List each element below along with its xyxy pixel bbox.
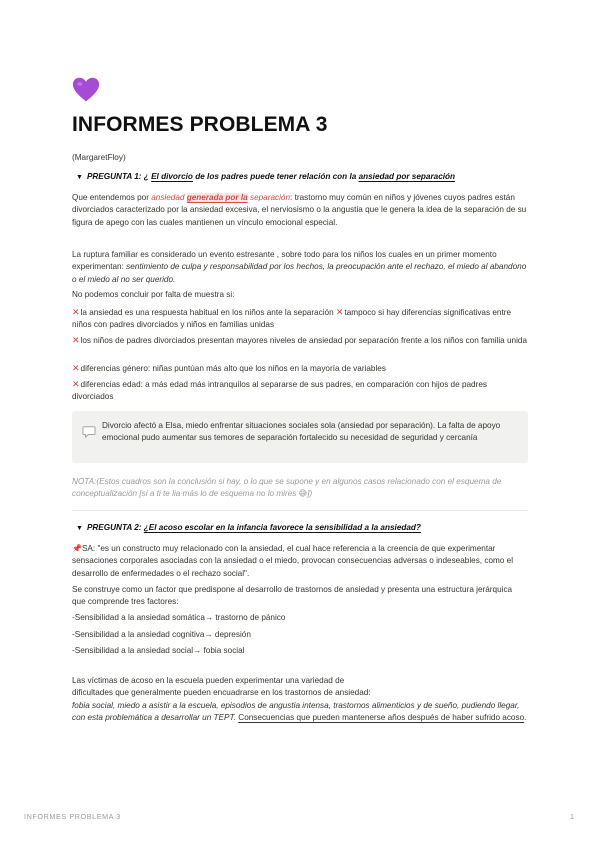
list-item: ✕la ansiedad es una respuesta habitual en los niños ante la separación ✕tampoco si hay diferencias significativas entre niños con padres divorciados y niños en familias unidas [72, 307, 512, 330]
cross-mark-icon: ✕ [72, 307, 80, 317]
paragraph-definition: Que entendemos por ansiedad generada por la separación: trastorno muy común en niños y jóvenes cuyos padres están divorciados caracterizado por la ansiedad excesiva, el nerviosismo o la angustia que le genera la idea de la separación de su figura de apego con las cuales mantienen un vínculo emocional especial. [72, 193, 527, 227]
paragraph-concluir: No podemos concluir por falta de muestra si: [72, 290, 235, 299]
paragraph-factor: Se construye como un factor que predispone al desarrollo de trastornos de ansiedad y presenta una estructura jerárquica que comprende tres factores: [72, 585, 513, 607]
callout-box [72, 411, 528, 463]
page-title: INFORMES PROBLEMA 3 [72, 113, 328, 136]
grinning-face-icon: 😅 [298, 489, 308, 499]
cross-mark-icon: ✕ [335, 307, 344, 317]
highlighted-link[interactable]: generada por la [186, 193, 248, 202]
toggle-triangle-icon[interactable]: ▼ [76, 174, 83, 181]
cross-mark-icon: ✕ [72, 335, 80, 345]
list-item: ✕diferencias edad: a más edad más intranquilos al separarse de sus padres, en comparación con hijos de padres divorciados [72, 379, 487, 402]
list-item: -Sensibilidad a la ansiedad cognitiva→ depresión [72, 630, 251, 639]
toggle-pregunta-1[interactable]: ▼ PREGUNTA 1: ¿ El divorcio de los padres puede tener relación con la ansiedad por separación [76, 172, 456, 181]
callout-text: Divorcio afectó a Elsa, miedo enfrentar situaciones sociales sola (ansiedad por separación). La falta de apoyo emocional pudo aumentar sus temores de separación fortalecido su necesidad de seguridad y cercanía [102, 421, 501, 443]
paragraph-ruptura: La ruptura familiar es considerado un evento estresante , sobre todo para los niños los cuales en un primer momento experimentan: sentimiento de culpa y responsabilidad por los hechos, la preocupación ante el rechazo, el miedo al abandono o el miedo al no ser querido. [72, 250, 527, 284]
list-item: -Sensibilidad a la ansiedad somática→ trastorno de pánico [72, 613, 286, 622]
paragraph-sa: 📌SA: "es un constructo muy relacionado con la ansiedad, el cual hace referencia a la creencia de que experimentar sensaciones corporales asociadas con la ansiedad o el miedo, provocan consecuencias adversas o indeseables, como el desarrollo de enfermedades o el rechazo social". [72, 544, 514, 578]
cross-mark-icon: ✕ [72, 363, 80, 373]
nota-paragraph: NOTA:(Estos cuadros son la conclusión si hay, o lo que se supone y en algunos casos relacionado con el esquema de conceptualización [si a ti te lia más lo de esquema no lo mires 😅]) [72, 477, 502, 499]
list-item: ✕diferencias género: niñas puntúan más alto que los niños en la mayoría de variables [72, 363, 386, 373]
list-item: ✕los niños de padres divorciados presentan mayores niveles de ansiedad por separación frente a los niños con familia unida [72, 335, 528, 345]
divider [72, 510, 528, 511]
author-label: (MargaretFloy) [72, 153, 126, 162]
purple-heart-icon [72, 76, 100, 104]
pushpin-icon: 📌 [72, 544, 82, 553]
speech-bubble-icon [82, 426, 96, 438]
footer-title: INFORMES PROBLEMA 3 [24, 812, 121, 821]
toggle-triangle-icon[interactable]: ▼ [76, 525, 83, 532]
list-item: -Sensibilidad a la ansiedad social→ fobia social [72, 646, 245, 655]
cross-mark-icon: ✕ [72, 379, 80, 389]
paragraph-victimas: Las víctimas de acoso en la escuela pueden experimentar una variedad de dificultades que generalmente pueden encuadrarse en los trastornos de ansiedad: fobia social, miedo a asistir a la escuela, episodios de angustia intensa, trastornos alimenticios y de sueño, pudiendo llegar, con esta problemática a desarrollar un TEPT. Consecuencias que pueden mantenerse años después de haber sufrido acoso. [72, 676, 527, 723]
toggle-pregunta-2[interactable]: ▼ PREGUNTA 2: ¿El acoso escolar en la infancia favorece la sensibilidad a la ansiedad? [76, 523, 421, 532]
page-number: 1 [570, 812, 574, 821]
